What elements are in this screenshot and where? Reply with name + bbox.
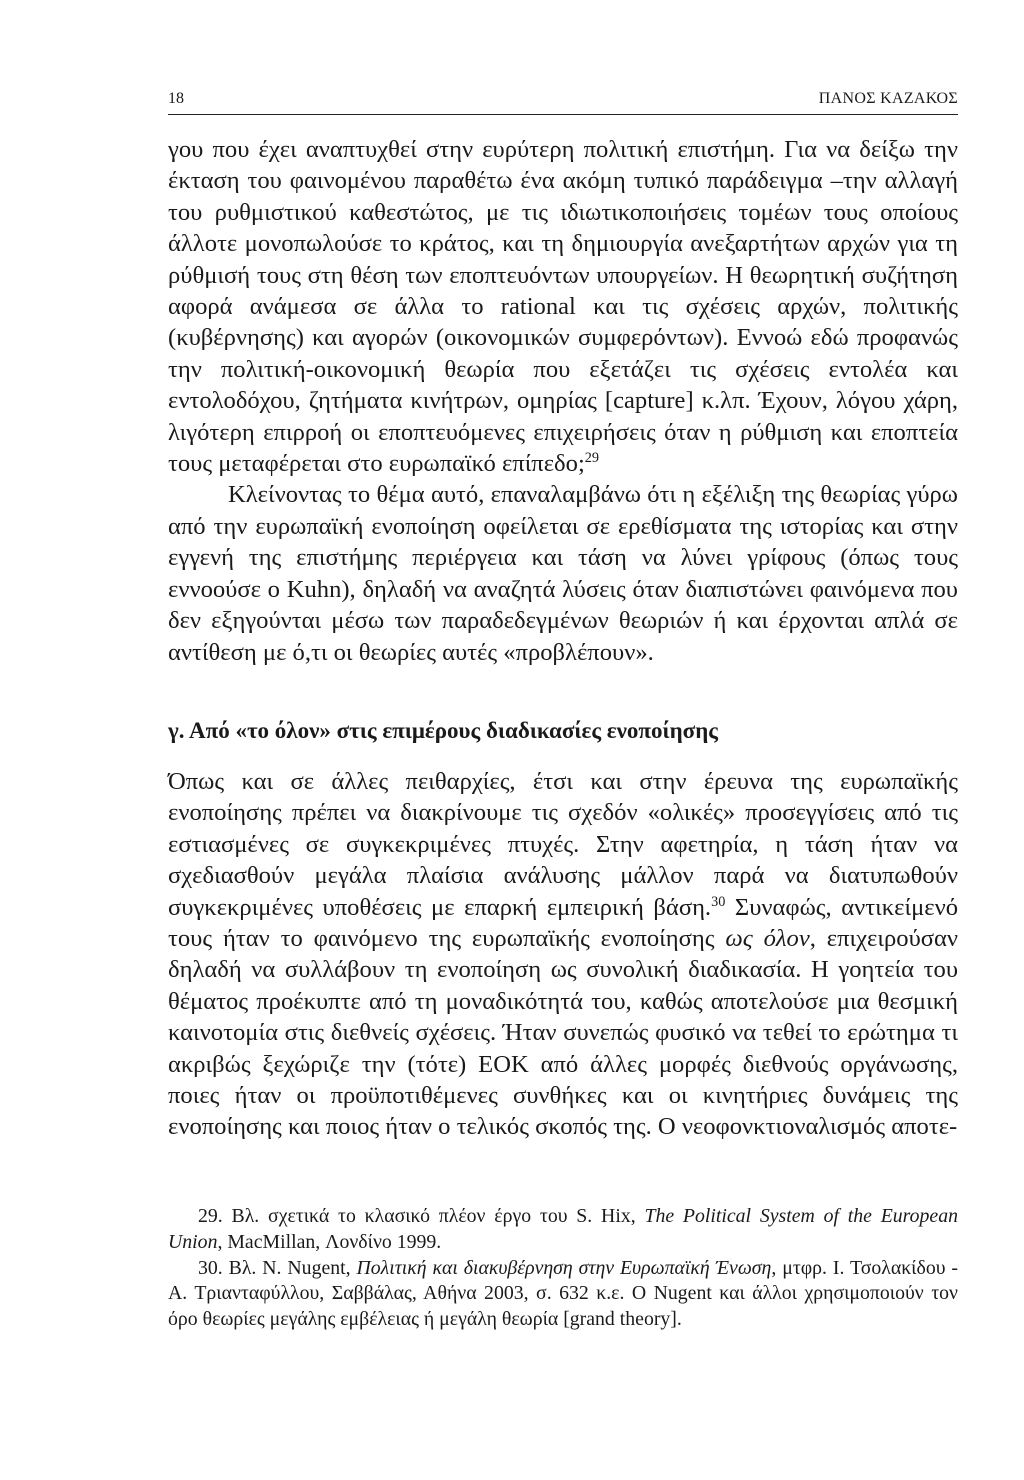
paragraph-text: Όπως και σε άλλες πειθαρχίες, έτσι και στην έρευνα της ευρωπαϊκής ενοποίησης πρέπει να διακρίνουμε τις σχεδόν «ολικές» προσεγγίσεις από τις εστιασμένες σε συγκεκριμένες πτυχές. Στην αφετηρία, η τάση ήταν να σχεδιασθούν μεγάλα πλαίσια ανάλυσης μάλλον παρά να διατυπωθούν συγκεκριμένες υποθέσεις με επαρκή εμπειρική βάση. [168, 767, 958, 921]
footnote-29 [168, 1204, 958, 1256]
footnote-text: 30. Βλ. N. Nugent, [198, 1256, 357, 1279]
paragraph-text: , επιχειρούσαν δηλαδή να συλλάβουν τη ενοποίηση ως συνολική διαδικασία. Η γοητεία του θέματος προέκυπτε από τη μοναδικότητά του, καθώς αποτελούσε μια θεσμική καινοτομία στις διεθνείς σχέσεις. Ήταν συνεπώς φυσικό να τεθεί το ερώτημα τι ακριβώς ξεχώριζε την (τότε) ΕΟΚ από άλλες μορφές διεθνούς οργάνωσης, ποιες ήταν οι προϋποτιθέμενες συνθήκες και οι κινητήριες δυνάμεις της ενοποίησης και ποιος ήταν ο τελικός σκοπός της. Ο νεοφονκτιοναλισμός αποτε- [168, 924, 959, 1141]
emphasis-text: ως όλον [725, 924, 810, 952]
paragraph-text: γου που έχει αναπτυχθεί στην ευρύτερη πολιτική επιστήμη. Για να δείξω την έκταση του φαινομένου παραθέτω ένα ακόμη τυπικό παράδειγμα –την αλλαγή του ρυθμιστικού καθεστώτος, με τις ιδιωτικοποιήσεις τομέων τους οποίους άλλοτε μονοπωλούσε το κράτος, και τη δημιουργία ανεξαρτήτων αρχών για τη ρύθμισή τους στη θέση των εποπτευόντων υπουργείων. Η θεωρητική συζήτηση αφορά ανάμεσα σε άλλα το rational και τις σχέσεις αρχών, πολιτικής (κυβέρνησης) και αγορών (οικονομικών συμφερόντων). Εννοώ εδώ προφανώς την πολιτική-οικονομική θεωρία που εξετάζει τις σχέσεις εντολέα και εντολοδόχου, ζητήματα κινήτρων, ομηρίας [capture] κ.λπ. Έχουν, λόγου χάρη, λιγότερη επιρροή οι εποπτευόμενες επιχειρήσεις όταν η ρύθμιση και εποπτεία τους μεταφέρεται στο ευρωπαϊκό επίπεδο; [168, 136, 958, 478]
footnote-text: , μτφρ. Ι. Τσολακίδου - Α. Τριανταφύλλου, Σαββάλας, Αθήνα 2003, σ. 632 κ.ε. Ο Nugent και άλλοι χρησιμοποιούν τον όρο θεωρίες μεγάλης εμβέλειας ή μεγάλη θεωρία [grand theory]. [168, 1256, 958, 1331]
footnotes [168, 1204, 958, 1333]
header-rule [168, 114, 958, 115]
footnote-book-title: The Political System of the European Union [168, 1205, 958, 1253]
footnote-30 [168, 1256, 958, 1333]
footnote-reference-29: 29 [584, 450, 600, 467]
paragraph-text: Συναφώς, αντικείμενό τους ήταν το φαινόμενο της ευρωπαϊκής ενοποίησης [168, 893, 958, 952]
section-heading: γ. Από «το όλον» στις επιμέρους διαδικασίες ενοποίησης [168, 717, 718, 743]
footnote-text: , MacMillan, Λονδίνο 1999. [217, 1230, 442, 1253]
paragraph-text: Κλείνοντας το θέμα αυτό, επαναλαμβάνω ότι η εξέλιξη της θεωρίας γύρω από την ευρωπαϊκή ενοποίηση οφείλεται σε ερεθίσματα της ιστορίας και στην εγγενή της επιστήμης περιέργεια και τάση να λύνει γρίφους (όπως τους εννοούσε ο Kuhn), δηλαδή να αναζητά λύσεις όταν διαπιστώνει φαινόμενα που δεν εξηγούνται μέσω των παραδεδεγμένων θεωριών ή και έρχονται απλά σε αντίθεση με ό,τι οι θεωρίες αυτές «προβλέπουν». [168, 481, 958, 666]
footnote-book-title: Πολιτική και διακυβέρνηση στην Ευρωπαϊκή Ένωση [356, 1256, 772, 1279]
running-head [168, 88, 958, 110]
paragraph-continued [168, 134, 958, 479]
paragraph-closing [168, 479, 958, 667]
paragraph-section-start [168, 766, 958, 1143]
footnote-reference-30: 30 [711, 893, 726, 910]
main-text [168, 134, 958, 1143]
page-number: 18 [168, 90, 184, 107]
footnote-text: 29. Βλ. σχετικά το κλασικό πλέον έργο του S. Hix, [198, 1205, 645, 1227]
running-head-author: ΠΑΝΟΣ ΚΑΖΑΚΟΣ [818, 90, 958, 107]
